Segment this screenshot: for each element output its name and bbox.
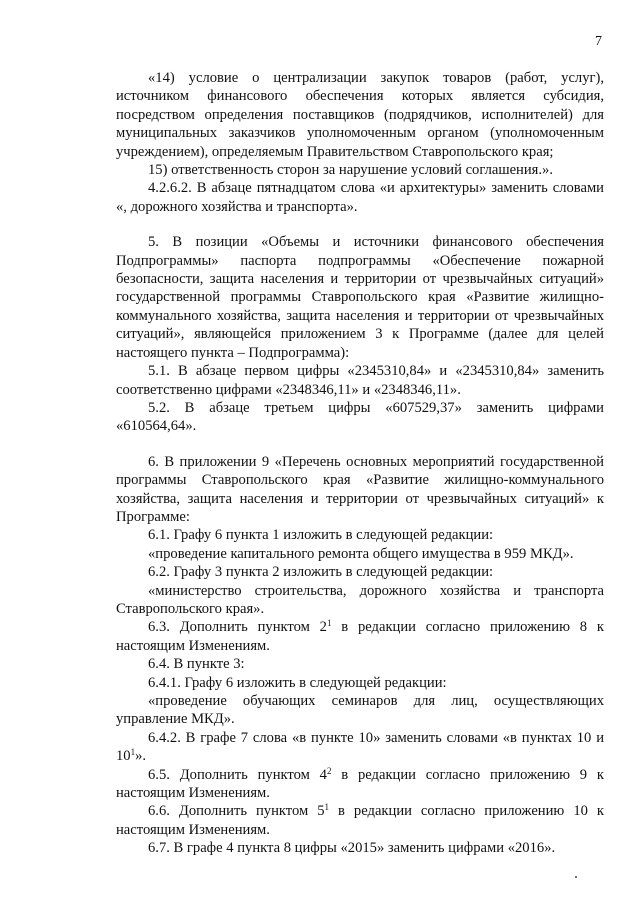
paragraph-6-6-end: в редакции согласно приложению 10 к настоящим Изменениям. bbox=[116, 803, 604, 838]
paragraph-6-7: 6.7. В графе 4 пункта 8 цифры «2015» заменить цифрами «2016». bbox=[148, 840, 556, 857]
paragraph-6-5 bbox=[116, 766, 604, 803]
paragraph-6-4-1: 6.4.1. Графу 6 изложить в следующей редакции: bbox=[148, 674, 447, 691]
paragraph-6-4-1-quote: «проведение обучающих семинаров для лиц, осуществляющих управление МКД». bbox=[116, 693, 604, 728]
paragraph-6-4-2-end: ». bbox=[135, 748, 147, 765]
paragraph-5-1: 5.1. В абзаце первом цифры «2345310,84» и «2345310,84» заменить соответственно цифрами «2348346,11» и «2348346,11». bbox=[116, 363, 604, 398]
paragraph-6-6 bbox=[116, 802, 604, 839]
paragraph-4-2-6-2: 4.2.6.2. В абзаце пятнадцатом слова «и архитектуры» заменить словами «, дорожного хозяйства и транспорта». bbox=[116, 180, 604, 215]
paragraph-6-1: 6.1. Графу 6 пункта 1 изложить в следующей редакции: bbox=[148, 527, 494, 544]
paragraph-6-2-quote: «министерство строительства, дорожного хозяйства и транспорта Ставропольского края». bbox=[116, 582, 604, 617]
paragraph-6: 6. В приложении 9 «Перечень основных мероприятий государственной программы Ставропольского края «Развитие жилищно-коммунального хозяйства, защита населения и территории от чрезвычайных ситуаций» к Программе: bbox=[116, 453, 604, 525]
paragraph-5: 5. В позиции «Объемы и источники финансового обеспечения Подпрограммы» паспорта подпрограммы «Обеспечение пожарной безопасности, защита населения и территории от чрезвычайных ситуаций» государственной программы Ставропольского края «Развитие жилищно-коммунального хозяйства, защита населения и территории от чрезвычайных ситуаций», являющейся приложением 3 к Программе (далее для целей настоящего пункта – Подпрограмма): bbox=[116, 234, 604, 361]
superscript: 1 bbox=[326, 618, 332, 629]
page-number: 7 bbox=[595, 34, 602, 49]
paragraph-condition-15: 15) ответственность сторон за нарушение условий соглашения.». bbox=[148, 162, 553, 179]
paragraph-6-4-2-start: 6.4.2. В графе 7 слова «в пункте 10» заменить словами «в пунктах 10 и 10 bbox=[116, 729, 604, 765]
paragraph-condition-14: «14) условие о централизации закупок товаров (работ, услуг), источником финансового обеспечения которых является субсидия, посредством определения поставщиков (подрядчиков, исполнителей) для муниципальных заказчиков уполномоченным органом (уполномоченным учреждением), определяемым Правительством Ставропольского края; bbox=[116, 70, 604, 160]
paragraph-6-4: 6.4. В пункте 3: bbox=[148, 656, 245, 673]
paragraph-6-5-end: в редакции согласно приложению 9 к настоящим Изменениям. bbox=[116, 766, 604, 802]
paragraph-6-5-start: 6.5. Дополнить пунктом 4 bbox=[148, 766, 327, 783]
scan-dot bbox=[575, 876, 577, 878]
paragraph-6-1-quote: «проведение капитального ремонта общего имущества в 959 МКД». bbox=[148, 545, 574, 562]
paragraph-6-3-end: в редакции согласно приложению 8 к настоящим Изменениям. bbox=[116, 619, 604, 654]
superscript: 2 bbox=[326, 765, 332, 776]
superscript: 1 bbox=[130, 747, 136, 758]
paragraph-6-2: 6.2. Графу 3 пункта 2 изложить в следующей редакции: bbox=[148, 564, 494, 581]
paragraph-6-3 bbox=[116, 618, 604, 655]
paragraph-6-6-start: 6.6. Дополнить пунктом 5 bbox=[148, 803, 325, 820]
paragraph-5-2: 5.2. В абзаце третьем цифры «607529,37» заменить цифрами «610564,64». bbox=[116, 399, 604, 435]
superscript: 1 bbox=[324, 802, 330, 813]
document-body bbox=[116, 69, 604, 858]
paragraph-6-4-2 bbox=[116, 729, 604, 766]
paragraph-6-3-start: 6.3. Дополнить пунктом 2 bbox=[148, 619, 327, 636]
